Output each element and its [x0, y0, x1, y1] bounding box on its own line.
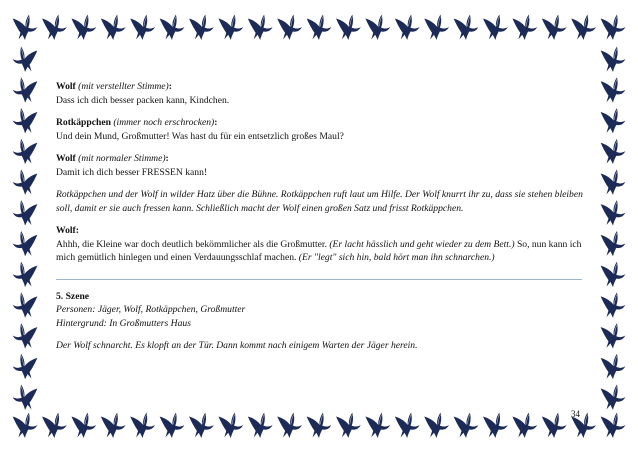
- swallow-bird-icon: [101, 15, 126, 40]
- swallow-bird-icon: [160, 15, 185, 40]
- swallow-bird-icon: [571, 15, 596, 40]
- swallow-bird-icon: [601, 47, 626, 72]
- colon: :: [214, 117, 218, 128]
- swallow-bird-icon: [307, 413, 332, 438]
- swallow-bird-icon: [483, 413, 508, 438]
- swallow-bird-icon: [42, 413, 67, 438]
- stage-direction: (Er "legt" sich hin, bald hört man ihn schnarchen.): [298, 252, 495, 263]
- dialogue-line: Und dein Mund, Großmutter! Was hast du für ein entsetzlich großes Maul?: [56, 130, 344, 142]
- swallow-bird-icon: [248, 15, 273, 40]
- speaker-name: Wolf: [56, 81, 76, 92]
- swallow-bird-icon: [101, 413, 126, 438]
- swallow-bird-icon: [601, 323, 626, 348]
- swallow-bird-icon: [424, 413, 449, 438]
- swallow-bird-icon: [13, 108, 38, 133]
- swallow-bird-icon: [13, 354, 38, 379]
- swallow-bird-icon: [13, 139, 38, 164]
- dialogue-block-wolf-2: [56, 152, 586, 179]
- swallow-bird-icon: [601, 108, 626, 133]
- dialogue-block-rotkaeppchen: [56, 116, 586, 143]
- swallow-bird-icon: [13, 231, 38, 256]
- swallow-bird-icon: [336, 15, 361, 40]
- stage-direction: (mit verstellter Stimme): [78, 81, 169, 92]
- dialogue-block-wolf-1: [56, 80, 586, 107]
- scene-persons: Personen: Jäger, Wolf, Rotkäppchen, Großmutter: [56, 304, 246, 315]
- swallow-bird-icon: [601, 200, 626, 225]
- swallow-bird-icon: [542, 15, 567, 40]
- speaker-name: Rotkäppchen: [56, 117, 111, 128]
- swallow-bird-icon: [395, 413, 420, 438]
- scene-background: Hintergrund: In Großmutters Haus: [56, 317, 191, 329]
- swallow-bird-icon: [42, 15, 67, 40]
- swallow-bird-icon: [13, 323, 38, 348]
- swallow-bird-icon: [512, 413, 537, 438]
- swallow-bird-icon: [277, 413, 302, 438]
- swallow-bird-icon: [601, 15, 626, 40]
- swallow-bird-icon: [483, 15, 508, 40]
- swallow-bird-icon: [189, 413, 214, 438]
- swallow-bird-icon: [601, 354, 626, 379]
- swallow-bird-icon: [218, 15, 243, 40]
- swallow-bird-icon: [512, 15, 537, 40]
- page-number: 34: [571, 409, 580, 419]
- swallow-bird-icon: [395, 15, 420, 40]
- swallow-bird-icon: [601, 292, 626, 317]
- swallow-bird-icon: [13, 47, 38, 72]
- swallow-bird-icon: [13, 292, 38, 317]
- swallow-bird-icon: [454, 15, 479, 40]
- swallow-bird-icon: [13, 200, 38, 225]
- dialogue-block-wolf-final: [56, 224, 586, 265]
- swallow-bird-icon: [601, 231, 626, 256]
- stage-direction-paragraph: Rotkäppchen und der Wolf in wilder Hatz über die Bühne. Rotkäppchen ruft laut um Hilfe. Der Wolf knurrt ihr zu, dass sie stehen bleiben soll, damit er sie auch fressen kann. Schließlich macht der Wolf einen großen Satz und frisst Rotkäppchen.: [56, 189, 583, 214]
- scene-heading: 5. Szene: [56, 290, 90, 302]
- swallow-bird-icon: [277, 15, 302, 40]
- stage-direction: (mit normaler Stimme): [78, 153, 166, 164]
- scene-stage-direction: Der Wolf schnarcht. Es klopft an der Tür. Dann kommt nach einigem Warten der Jäger herein.: [56, 340, 418, 351]
- swallow-bird-icon: [160, 413, 185, 438]
- dialogue-paragraph: [56, 238, 586, 265]
- swallow-bird-icon: [365, 15, 390, 40]
- swallow-bird-icon: [601, 170, 626, 195]
- swallow-bird-icon: [601, 139, 626, 164]
- swallow-bird-icon: [336, 413, 361, 438]
- swallow-bird-icon: [601, 385, 626, 410]
- swallow-bird-icon: [365, 413, 390, 438]
- swallow-bird-icon: [13, 15, 38, 40]
- swallow-bird-icon: [13, 385, 38, 410]
- dialogue-line: Dass ich dich besser packen kann, Kindchen.: [56, 94, 230, 106]
- swallow-bird-icon: [13, 413, 38, 438]
- swallow-bird-icon: [13, 170, 38, 195]
- swallow-bird-icon: [601, 262, 626, 287]
- swallow-bird-icon: [71, 413, 96, 438]
- speaker-name: Wolf:: [56, 225, 79, 236]
- scene-header: [56, 290, 586, 331]
- dialogue-text: Ahhh, die Kleine war doch deutlich bekömmlicher als die Großmutter.: [56, 238, 330, 250]
- swallow-bird-icon: [601, 413, 626, 438]
- stage-direction: (Er lacht hässlich und geht wieder zu dem Bett.): [329, 238, 515, 250]
- swallow-bird-icon: [248, 413, 273, 438]
- swallow-bird-icon: [424, 15, 449, 40]
- swallow-bird-icon: [130, 413, 155, 438]
- dialogue-line: Damit ich dich besser FRESSEN kann!: [56, 166, 208, 178]
- swallow-bird-icon: [454, 413, 479, 438]
- swallow-bird-icon: [542, 413, 567, 438]
- speaker-name: Wolf: [56, 153, 76, 164]
- swallow-bird-icon: [189, 15, 214, 40]
- swallow-bird-icon: [130, 15, 155, 40]
- stage-direction: (immer noch erschrocken): [113, 117, 215, 128]
- colon: :: [168, 81, 172, 92]
- swallow-bird-icon: [307, 15, 332, 40]
- script-text: [56, 80, 586, 362]
- swallow-bird-icon: [13, 77, 38, 102]
- dialogue-text: So, nun kann ich mich gemütlich hinlegen und einen Verdauungsschlaf machen.: [56, 238, 582, 263]
- section-divider: [56, 279, 582, 280]
- swallow-bird-icon: [601, 77, 626, 102]
- swallow-bird-icon: [218, 413, 243, 438]
- swallow-bird-icon: [71, 15, 96, 40]
- colon: :: [165, 153, 169, 164]
- swallow-bird-icon: [13, 262, 38, 287]
